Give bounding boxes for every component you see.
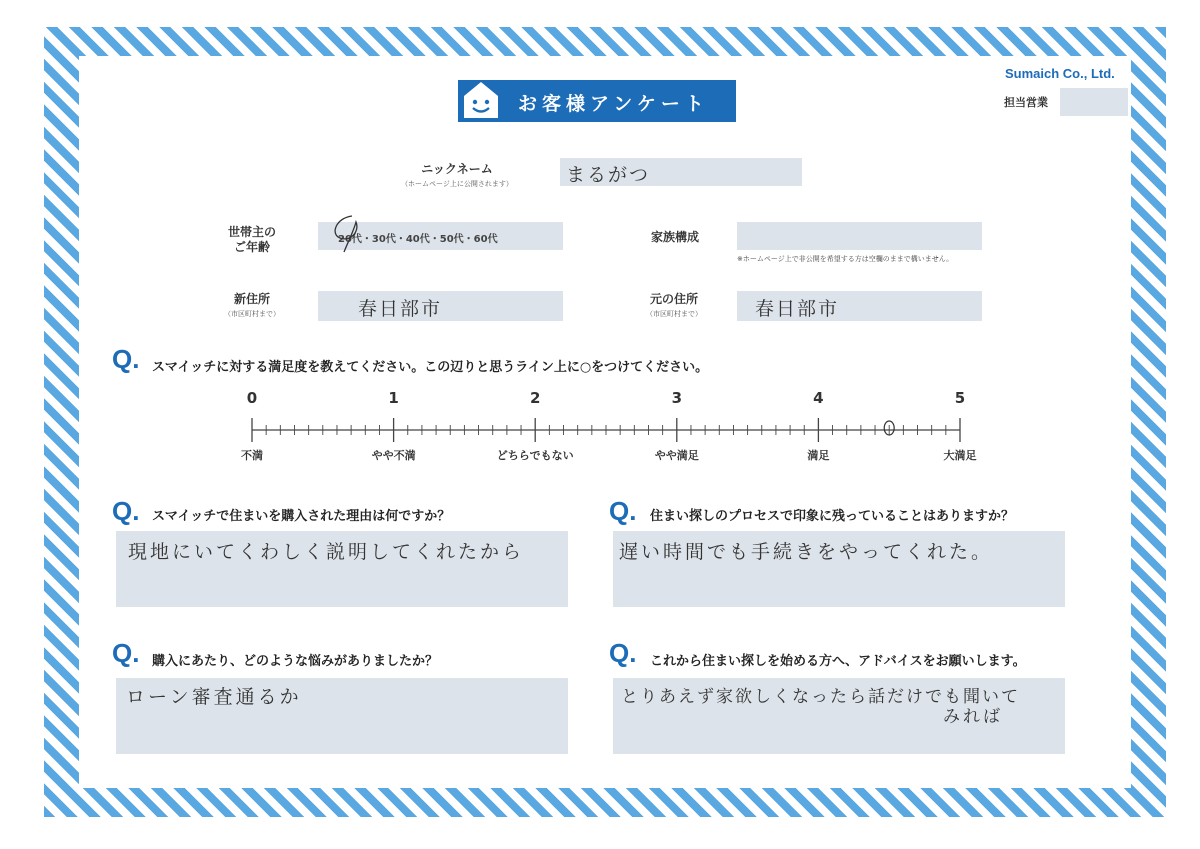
scale-label: 不満 [241,449,263,462]
old-address-label-group [634,292,714,322]
question-4: これから住まい探しを始める方へ、アドバイスをお願いします。 [650,654,1026,669]
scale-number: 3 [671,389,683,407]
answer-4: とりあえず家欲しくなったら話だけでも聞いて [621,687,1020,707]
answer-4-field[interactable] [613,678,1065,754]
age-field[interactable] [318,222,563,250]
new-address-field[interactable] [318,291,563,321]
answer-3: ローン審査通るか [126,686,302,708]
q-mark: Q. [609,638,637,668]
survey-title: お客様アンケート [504,80,736,122]
scale-label: やや不満 [371,449,416,462]
family-label: 家族構成 [650,230,699,244]
new-address-value: 春日部市 [358,298,443,320]
q-mark: Q. [112,344,140,374]
answer-1: 現地にいてくわしく説明してくれたから [128,541,525,563]
rep-label: 担当営業 [1004,96,1048,109]
new-address-label: 新住所 [233,292,270,306]
q-mark: Q. [112,496,140,526]
scale-label: やや満足 [654,449,699,462]
old-address-field[interactable] [737,291,982,321]
new-address-label-group [212,292,292,322]
question-2: 住まい探しのプロセスで印象に残っていることはありますか？ [650,509,1015,524]
nickname-field[interactable] [560,158,802,186]
answer-2: 遅い時間でも手続きをやってくれた。 [619,541,994,563]
nickname-label-group [392,162,522,192]
scale-number: 1 [388,389,399,407]
nickname-sub: （ホームページ上に公開されます） [401,180,513,188]
company-name: Sumaich Co., Ltd. [1005,66,1115,81]
old-address-label: 元の住所 [649,292,698,306]
old-address-value: 春日部市 [755,298,840,320]
age-label-1: 世帯主の [227,225,276,239]
old-address-sub: （市区町村まで） [646,310,702,318]
scale-number: 0 [246,389,258,407]
question-1: スマイッチで住まいを購入された理由は何ですか？ [152,509,451,524]
scale-label: 大満足 [943,449,977,462]
answer-1-field[interactable] [116,531,568,607]
scale-number: 4 [813,389,824,407]
age-circle-mark [326,212,374,256]
scale-number: 5 [954,389,966,407]
family-field[interactable] [737,222,982,250]
question-3: 購入にあたり、どのような悩みがありましたか？ [152,654,439,669]
answer-4-cont: みれば [943,707,1003,727]
answer-3-field[interactable] [116,678,568,754]
age-options: 20代・30代・40代・50代・60代 [338,234,498,245]
new-address-sub: （市区町村まで） [224,310,280,318]
q-mark: Q. [609,496,637,526]
nickname-label: ニックネーム [421,162,493,176]
satisfaction-question: スマイッチに対する満足度を教えてください。この辺りと思うライン上に○をつけてください。 [152,360,709,375]
age-label-2: ご年齢 [233,240,270,254]
satisfaction-scale[interactable] [240,385,990,465]
family-note: ※ホームページ上で非公開を希望する方は空欄のままで構いません。 [737,255,954,263]
answer-2-field[interactable] [613,531,1065,607]
nickname-value: まるがつ [566,164,651,186]
house-smile-icon [458,80,504,122]
scale-label: どちらでもない [496,449,574,462]
scale-label: 満足 [807,449,830,462]
q-mark: Q. [112,638,140,668]
rep-field [1060,88,1128,116]
age-label-group [222,225,282,255]
survey-logo [458,80,736,122]
scale-number: 2 [529,389,541,407]
